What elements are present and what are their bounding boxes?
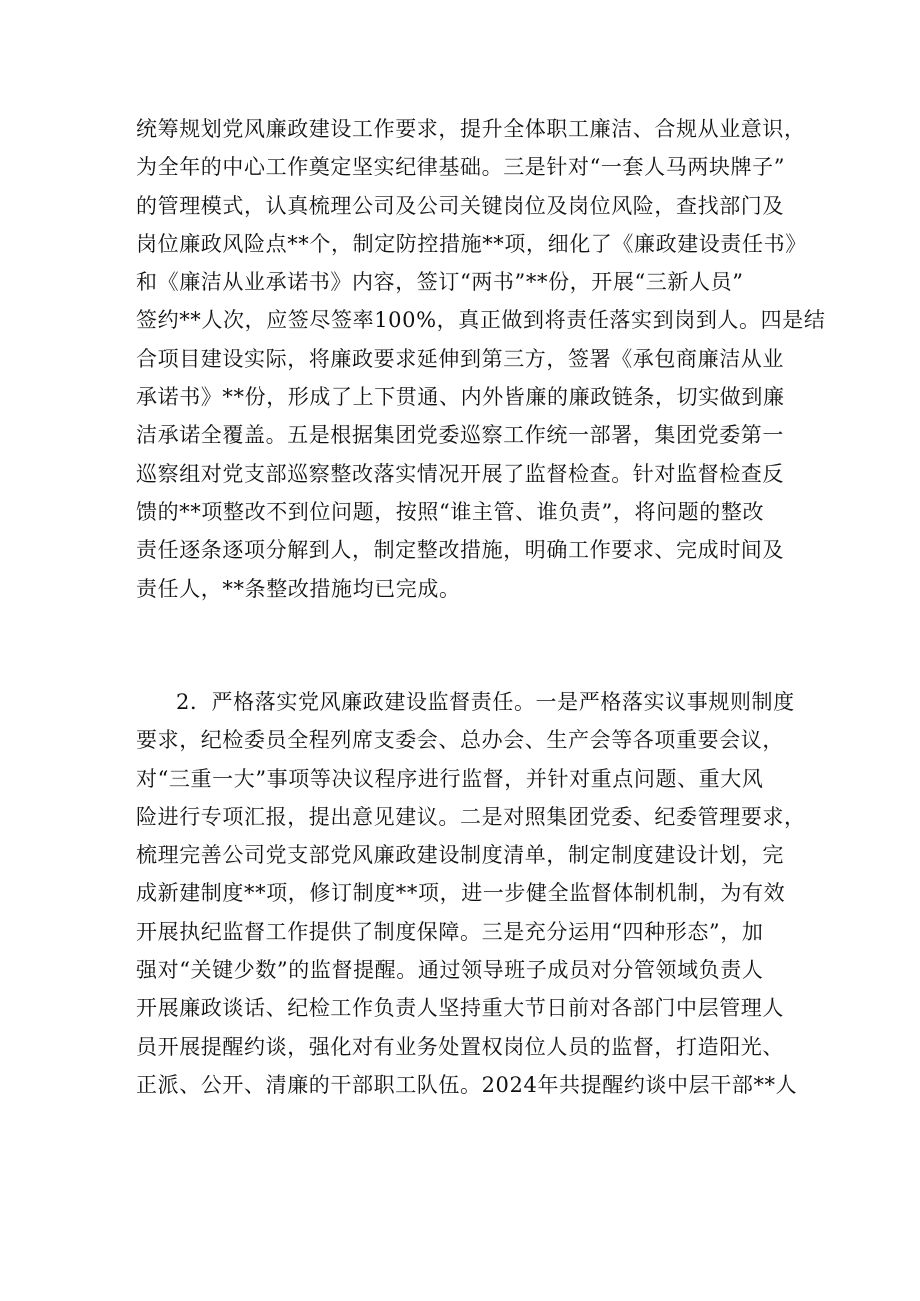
paragraph-1-line-3: 的管理模式，认真梳理公司及公司关键岗位及岗位风险，查找部门及: [136, 193, 784, 218]
paragraph-2-line-7: 开展执纪监督工作提供了制度保障。三是充分运用“四种形态”，加: [136, 919, 764, 944]
paragraph-1-line-9: 洁承诺全覆盖。五是根据集团党委巡察工作统一部署，集团党委第一: [136, 423, 784, 448]
paragraph-1-line-2: 为全年的中心工作奠定坚实纪律基础。三是针对“一套人马两块牌子”: [136, 155, 786, 180]
paragraph-1-line-7: 合项目建设实际，将廉政要求延伸到第三方，签署《承包商廉洁从业: [136, 346, 784, 371]
paragraph-2-line-10: 员开展提醒约谈，强化对有业务处置权岗位人员的监督，打造阳光、: [136, 1034, 784, 1059]
paragraph-1-line-5: 和《廉洁从业承诺书》内容，签订“两书”**份，开展“三新人员”: [136, 270, 744, 295]
paragraph-1-line-12: 责任逐条逐项分解到人，制定整改措施，明确工作要求、完成时间及: [136, 538, 784, 563]
paragraph-supervision-responsibility: [136, 683, 806, 1104]
paragraph-1-line-11: 馈的**项整改不到位问题，按照“谁主管、谁负责”，将问题的整改: [136, 499, 765, 524]
paragraph-2-line-2: 要求，纪检委员全程列席支委会、总办会、生产会等各项重要会议，: [136, 728, 784, 753]
paragraph-2-line-5: 梳理完善公司党支部党风廉政建设制度清单，制定制度建设计划，完: [136, 843, 784, 868]
paragraph-1-line-13: 责任人，**条整改措施均已完成。: [136, 576, 461, 601]
paragraph-2-line-9: 开展廉政谈话、纪检工作负责人坚持重大节日前对各部门中层管理人: [136, 996, 784, 1021]
paragraph-1-line-8: 承诺书》**份，形成了上下贯通、内外皆廉的廉政链条，切实做到廉: [136, 385, 785, 410]
paragraph-1-line-1: 统筹规划党风廉政建设工作要求，提升全体职工廉洁、合规从业意识，: [136, 117, 806, 141]
paragraph-2-line-8: 强对“关键少数”的监督提醒。通过领导班子成员对分管领域负责人: [136, 958, 764, 983]
paragraph-2-line-3: 对“三重一大”事项等决议程序进行监督，并针对重点问题、重大风: [136, 766, 764, 791]
paragraph-2-line-1: 2．严格落实党风廉政建设监督责任。一是严格落实议事规则制度: [176, 690, 795, 714]
paragraph-2-line-4: 险进行专项汇报，提出意见建议。二是对照集团党委、纪委管理要求，: [136, 804, 806, 829]
paragraph-1-line-4: 岗位廉政风险点**个，制定防控措施**项，细化了《廉政建设责任书》: [136, 231, 807, 256]
paragraph-1-line-6: 签约**人次，应签尽签率100%，真正做到将责任落实到岗到人。四是结: [136, 308, 826, 333]
paragraph-continued: [136, 110, 826, 608]
paragraph-2-line-11: 正派、公开、清廉的干部职工队伍。2024年共提醒约谈中层干部**人: [136, 1072, 798, 1097]
paragraph-2-line-6: 成新建制度**项，修订制度**项，进一步健全监督体制机制，为有效: [136, 881, 786, 906]
paragraph-1-line-10: 巡察组对党支部巡察整改落实情况开展了监督检查。针对监督检查反: [136, 461, 784, 486]
